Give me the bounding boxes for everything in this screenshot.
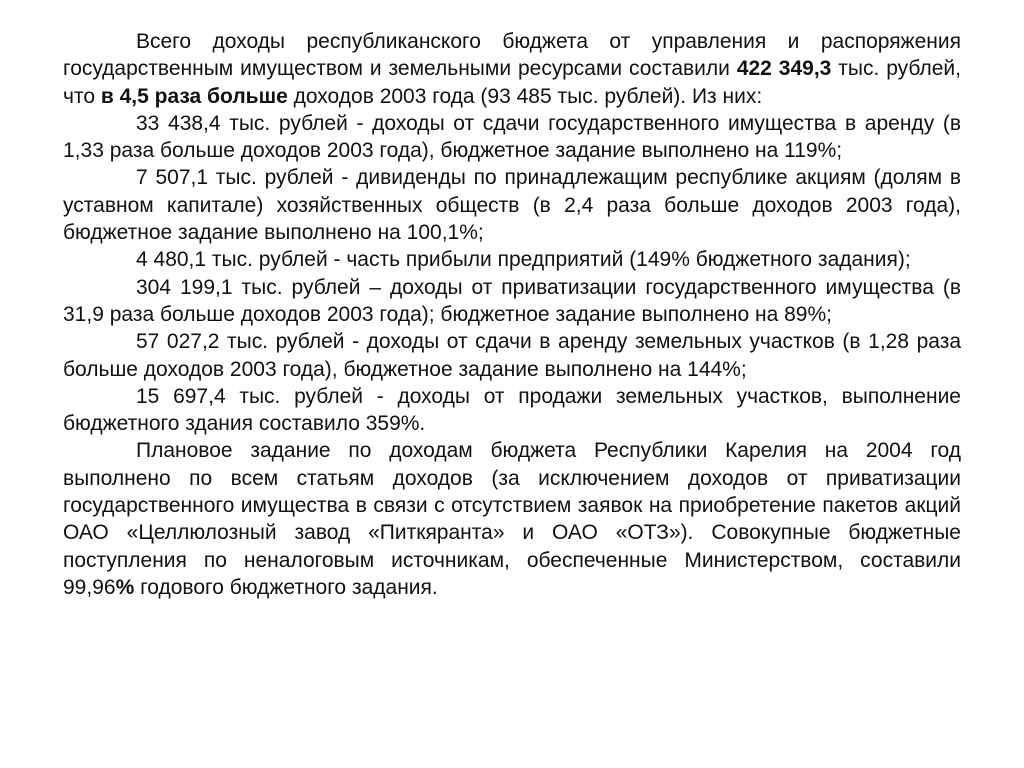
text-segment: 7 507,1 тыс. рублей - дивиденды по принадлежащим республике акциям (долям в уставном капитале) хозяйственных обществ (в 2,4 раза больше доходов 2003 года), бюджетное задание выполнено на 100,1%; — [63, 166, 961, 245]
text-segment: 304 199,1 тыс. рублей – доходы от приватизации государственного имущества (в 31,9 раза больше доходов 2003 года); бюджетное задание выполнено на 89%; — [63, 275, 961, 326]
text-segment: 4 480,1 тыс. рублей - часть прибыли предприятий (149% бюджетного задания); — [136, 248, 911, 272]
paragraph-enterprise-profit — [63, 246, 961, 273]
paragraph-total-revenue — [63, 28, 961, 110]
text-segment: 57 027,2 тыс. рублей - доходы от сдачи в аренду земельных участков (в 1,28 раза больше доходов 2003 года), бюджетное задание выполнено на 144%; — [63, 330, 961, 381]
document-body — [63, 28, 961, 601]
text-segment: Всего доходы республиканского бюджета от управления и распоряжения государственным имуществом и земельными ресурсами составили — [63, 30, 961, 81]
paragraph-dividends — [63, 164, 961, 246]
text-segment: Плановое задание по доходам бюджета Республики Карелия на 2004 год выполнено по всем статьям доходов (за исключением доходов от приватизации государственного имущества в связи с отсутствием заявок на приобретение пакетов акций ОАО «Целлюлозный завод «Питкяранта» и ОАО «ОТЗ»). Совокупные бюджетные поступления по неналоговым источникам, обеспеченные Министерством, составили 99,96 — [63, 439, 961, 599]
growth-factor-bold: в 4,5 раза больше — [100, 84, 288, 108]
paragraph-land-rent — [63, 328, 961, 383]
paragraph-property-rent — [63, 110, 961, 165]
text-segment: 33 438,4 тыс. рублей - доходы от сдачи государственного имущества в аренду (в 1,33 раза больше доходов 2003 года), бюджетное задание выполнено на 119%; — [63, 111, 961, 163]
text-segment: тыс. рублей, что — [63, 57, 961, 108]
text-segment: доходов 2003 года (93 485 тыс. рублей). Из них: — [287, 84, 763, 108]
percent-sign-bold: % — [115, 575, 135, 599]
text-segment: годового бюджетного задания. — [134, 575, 438, 599]
paragraph-plan-summary — [63, 437, 961, 601]
paragraph-privatization — [63, 274, 961, 329]
total-amount-bold: 422 349,3 — [736, 57, 832, 81]
text-segment: 15 697,4 тыс. рублей - доходы от продажи земельных участков, выполнение бюджетного здания составило 359%. — [63, 384, 961, 436]
paragraph-land-sale — [63, 383, 961, 438]
